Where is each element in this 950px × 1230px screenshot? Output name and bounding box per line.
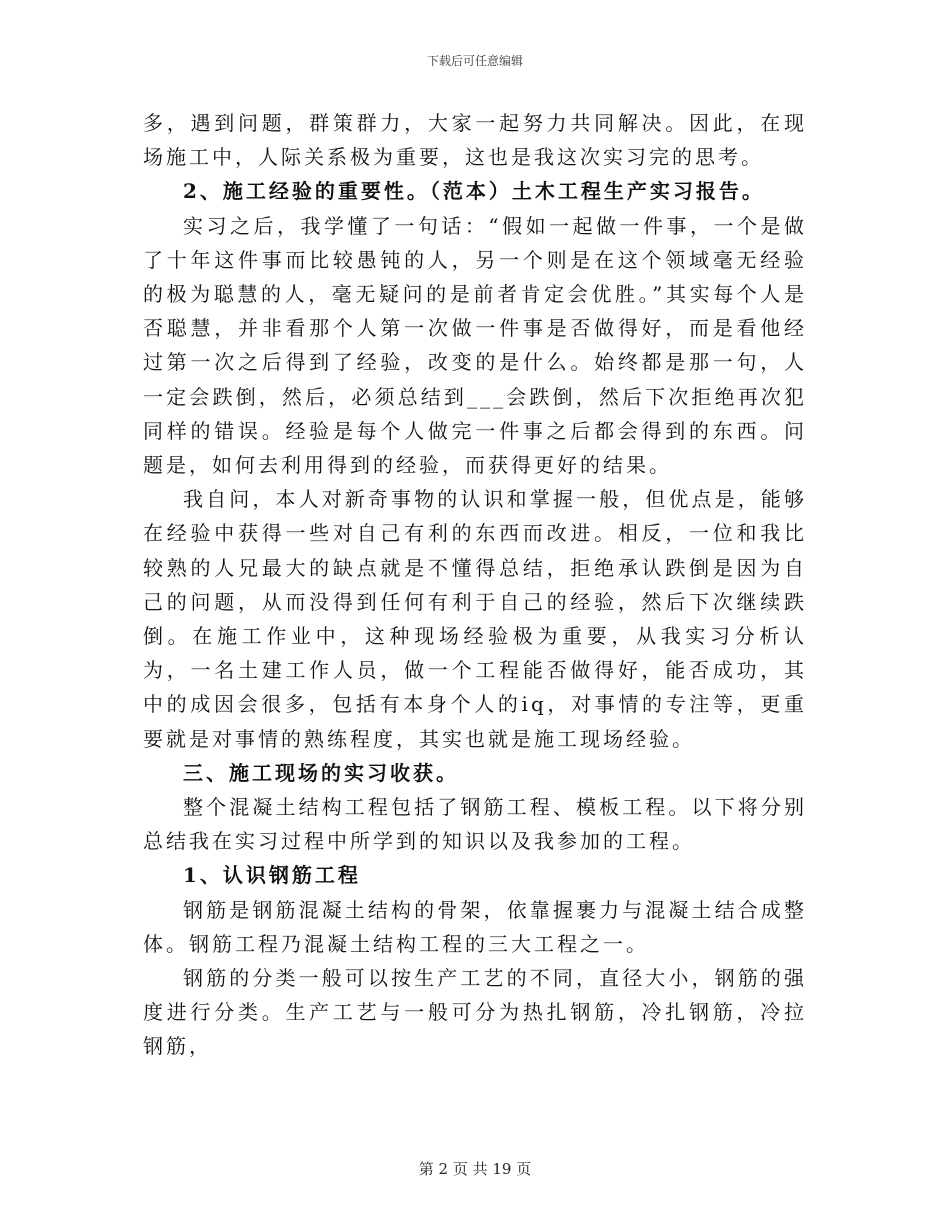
paragraph: 钢筋是钢筋混凝土结构的骨架，依靠握裹力与混凝土结合成整体。钢筋工程乃混凝土结构工程的三大工程之一。 (143, 897, 807, 956)
section-heading: 三、施工现场的实习收获。 (183, 760, 459, 785)
page-number-footer: 第 2 页 共 19 页 (418, 1160, 532, 1178)
section-heading: 1、认识钢筋工程 (183, 863, 361, 888)
document-body (143, 106, 807, 1064)
section-heading: 2、施工经验的重要性。（范本）土木工程生产实习报告。 (183, 179, 765, 204)
paragraph: 钢筋的分类一般可以按生产工艺的不同，直径大小，钢筋的强度进行分类。生产工艺与一般可分为热扎钢筋，冷扎钢筋，冷拉钢筋， (143, 966, 807, 1059)
paragraph: 多，遇到问题，群策群力，大家一起努力共同解决。因此，在现场施工中，人际关系极为重要，这也是我这次实习完的思考。 (143, 111, 807, 170)
paragraph: 整个混凝土结构工程包括了钢筋工程、模板工程。以下将分别总结我在实习过程中所学到的知识以及我参加的工程。 (143, 795, 807, 854)
page-header: 下载后可任意编辑 (426, 54, 523, 68)
paragraph: 我自问，本人对新奇事物的认识和掌握一般，但优点是，能够在经验中获得一些对自己有利的东西而改进。相反，一位和我比较熟的人兄最大的缺点就是不懂得总结，拒绝承认跌倒是因为自己的问题，从而没得到任何有利于自己的经验，然后下次继续跌倒。在施工作业中，这种现场经验极为重要，从我实习分析认为，一名土建工作人员，做一个工程能否做得好，能否成功，其中的成因会很多，包括有本身个人的iq，对事情的专注等，更重要就是对事情的熟练程度，其实也就是施工现场经验。 (143, 487, 807, 751)
paragraph: 实习之后，我学懂了一句话：“假如一起做一件事，一个是做了十年这件事而比较愚钝的人，另一个则是在这个领域毫无经验的极为聪慧的人，毫无疑问的是前者肯定会优胜。”其实每个人是否聪慧，并非看那个人第一次做一件事是否做得好，而是看他经过第一次之后得到了经验，改变的是什么。始终都是那一句，人一定会跌倒，然后，必须总结到___会跌倒，然后下次拒绝再次犯同样的错误。经验是每个人做完一件事之后都会得到的东西。问题是，如何去利用得到的经验，而获得更好的结果。 (143, 213, 807, 478)
